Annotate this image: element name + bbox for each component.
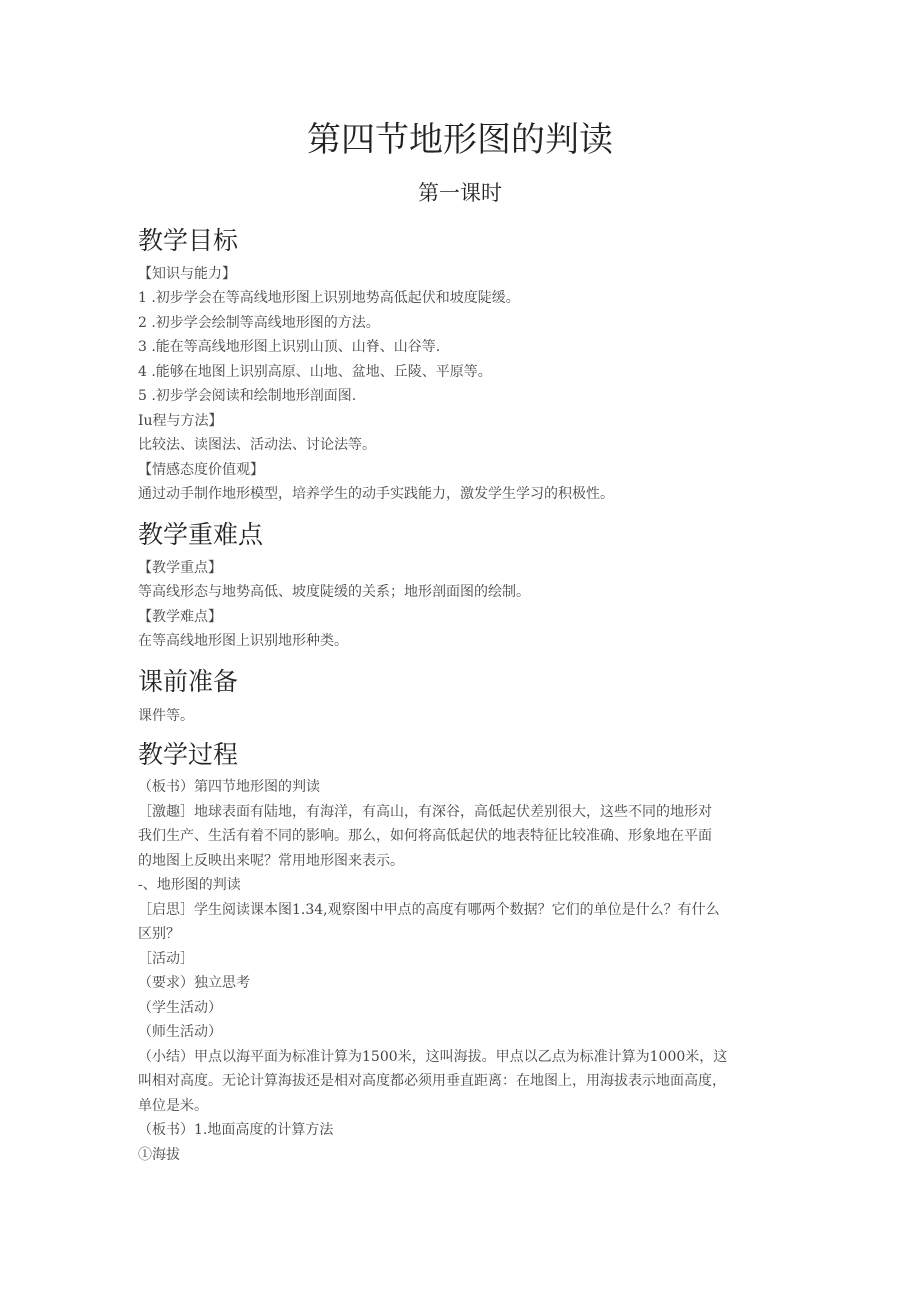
process-line: ［活动］	[138, 951, 194, 967]
section-heading-keypoints: 教学重难点	[138, 520, 264, 549]
difficulty-label: 【教学难点】	[138, 609, 222, 625]
process-method-label: Iu程与方法】	[138, 413, 223, 429]
goal-item-4: 4 .能够在地图上识别高原、山地、盆地、丘陵、平原等。	[138, 364, 492, 380]
process-line: （师生活动）	[138, 1024, 222, 1040]
process-line: （学生活动）	[138, 1000, 222, 1016]
process-line: 单位是米。	[138, 1098, 208, 1114]
document-subtitle: 第一课时	[418, 181, 502, 205]
process-method-text: 比较法、读图法、活动法、讨论法等。	[138, 437, 376, 453]
goal-item-3: 3 .能在等高线地形图上识别山顶、山脊、山谷等.	[138, 339, 441, 355]
process-line: 叫相对高度。无论计算海拔还是相对高度都必须用垂直距离：在地图上，用海拔表示地面高度，	[138, 1073, 726, 1089]
key-text: 等高线形态与地势高低、坡度陡缓的关系；地形剖面图的绘制。	[138, 584, 530, 600]
process-line: ［启思］学生阅读课本图1.34,观察图中甲点的高度有哪两个数据？它们的单位是什么？有什么	[138, 902, 720, 918]
section-heading-goals: 教学目标	[138, 226, 239, 255]
goal-item-2: 2 .初步学会绘制等高线地形图的方法。	[138, 315, 380, 331]
document-title: 第四节地形图的判读	[307, 120, 613, 160]
process-line: ①海拔	[138, 1147, 180, 1163]
prep-text: 课件等。	[138, 708, 194, 724]
section-heading-prep: 课前准备	[138, 667, 239, 696]
difficulty-text: 在等高线地形图上识别地形种类。	[138, 633, 348, 649]
process-line: 的地图上反映出来呢？常用地形图来表示。	[138, 853, 404, 869]
key-label: 【教学重点】	[138, 560, 222, 576]
emotion-text: 通过动手制作地形模型，培养学生的动手实践能力，激发学生学习的积极性。	[138, 486, 614, 502]
emotion-label: 【情感态度价值观】	[138, 462, 264, 478]
process-line: （要求）独立思考	[138, 975, 250, 991]
process-line: （板书）第四节地形图的判读	[138, 779, 320, 795]
goal-item-1: 1 .初步学会在等高线地形图上识别地势高低起伏和坡度陡缓。	[138, 290, 520, 306]
process-line: （板书）1.地面高度的计算方法	[138, 1122, 334, 1138]
process-line: 区别？	[138, 926, 180, 942]
process-line: 我们生产、生活有着不同的影响。那么，如何将高低起伏的地表特征比较准确、形象地在平面	[138, 828, 712, 844]
section-heading-process: 教学过程	[138, 740, 239, 769]
process-line: ［激趣］地球表面有陆地，有海洋，有高山，有深谷，高低起伏差别很大，这些不同的地形对	[138, 804, 712, 820]
goal-item-5: 5 .初步学会阅读和绘制地形剖面图.	[138, 388, 357, 404]
knowledge-label: 【知识与能力】	[138, 266, 236, 282]
process-line: （小结）甲点以海平面为标准计算为1500米，这叫海拔。甲点以乙点为标准计算为1000米，这	[138, 1049, 728, 1065]
process-line: -、地形图的判读	[138, 877, 241, 893]
